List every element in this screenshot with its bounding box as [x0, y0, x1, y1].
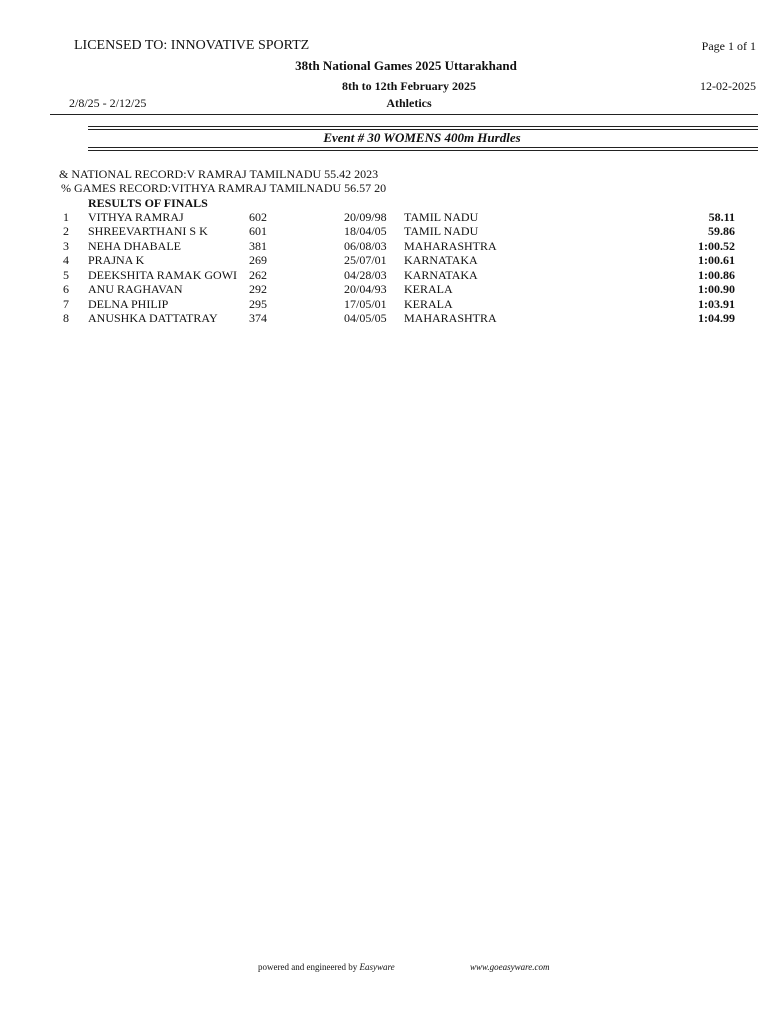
state: MAHARASHTRA	[404, 311, 497, 325]
athlete-name: VITHYA RAMRAJ	[88, 210, 184, 224]
date-of-birth: 20/09/98	[344, 210, 387, 224]
finish-time: 1:04.99	[698, 311, 735, 325]
footer-brand: Easyware	[359, 962, 395, 972]
athlete-name: DELNA PHILIP	[88, 297, 169, 311]
athlete-name: DEEKSHITA RAMAK GOWI	[88, 268, 238, 282]
page-number: Page 1 of 1	[701, 39, 756, 53]
event-divider-bottom-2	[88, 150, 758, 151]
bib-number: 381	[249, 239, 267, 253]
table-row	[0, 268, 768, 282]
bib-number: 292	[249, 282, 267, 296]
finish-time: 59.86	[708, 224, 735, 238]
finish-time: 1:03.91	[698, 297, 735, 311]
print-date: 12-02-2025	[700, 79, 756, 93]
event-divider-top-1	[88, 126, 758, 127]
date-of-birth: 17/05/01	[344, 297, 387, 311]
table-row	[0, 224, 768, 238]
finish-time: 1:00.90	[698, 282, 735, 296]
sport-name: Athletics	[386, 96, 432, 110]
date-of-birth: 25/07/01	[344, 253, 387, 267]
header-divider	[50, 114, 758, 115]
place: 4	[63, 253, 69, 267]
finish-time: 1:00.86	[698, 268, 735, 282]
finish-time: 1:00.52	[698, 239, 735, 253]
athlete-name: ANU RAGHAVAN	[88, 282, 183, 296]
date-range: 2/8/25 - 2/12/25	[69, 96, 147, 110]
place: 6	[63, 282, 69, 296]
state: MAHARASHTRA	[404, 239, 497, 253]
date-of-birth: 06/08/03	[344, 239, 387, 253]
bib-number: 269	[249, 253, 267, 267]
state: KARNATAKA	[404, 268, 478, 282]
footer-credit	[258, 962, 395, 972]
bib-number: 602	[249, 210, 267, 224]
event-divider-bottom-1	[88, 147, 758, 148]
table-row	[0, 253, 768, 267]
table-row	[0, 239, 768, 253]
footer-powered-text: powered and engineered by	[258, 962, 360, 972]
results-heading: RESULTS OF FINALS	[88, 196, 208, 210]
finish-time: 58.11	[708, 210, 735, 224]
place: 2	[63, 224, 69, 238]
state: KERALA	[404, 297, 453, 311]
place: 7	[63, 297, 69, 311]
meet-dates: 8th to 12th February 2025	[342, 79, 476, 93]
bib-number: 295	[249, 297, 267, 311]
bib-number: 601	[249, 224, 267, 238]
state: KERALA	[404, 282, 453, 296]
place: 1	[63, 210, 69, 224]
bib-number: 262	[249, 268, 267, 282]
table-row	[0, 297, 768, 311]
state: KARNATAKA	[404, 253, 478, 267]
place: 8	[63, 311, 69, 325]
national-record: & NATIONAL RECORD:V RAMRAJ TAMILNADU 55.42 2023	[59, 167, 379, 181]
athlete-name: ANUSHKA DATTATRAY	[88, 311, 218, 325]
footer-url: www.goeasyware.com	[470, 962, 550, 972]
date-of-birth: 18/04/05	[344, 224, 387, 238]
licensed-to: LICENSED TO: INNOVATIVE SPORTZ	[74, 38, 310, 53]
table-row	[0, 210, 768, 224]
athlete-name: NEHA DHABALE	[88, 239, 181, 253]
bib-number: 374	[249, 311, 267, 325]
date-of-birth: 04/05/05	[344, 311, 387, 325]
athlete-name: PRAJNA K	[88, 253, 145, 267]
finish-time: 1:00.61	[698, 253, 735, 267]
event-title: Event # 30 WOMENS 400m Hurdles	[323, 130, 521, 145]
place: 5	[63, 268, 69, 282]
games-record: % GAMES RECORD:VITHYA RAMRAJ TAMILNADU 56.57 20	[61, 181, 387, 195]
place: 3	[63, 239, 69, 253]
state: TAMIL NADU	[404, 224, 479, 238]
table-row	[0, 311, 768, 325]
table-row	[0, 282, 768, 296]
date-of-birth: 04/28/03	[344, 268, 387, 282]
date-of-birth: 20/04/93	[344, 282, 387, 296]
athlete-name: SHREEVARTHANI S K	[88, 224, 208, 238]
state: TAMIL NADU	[404, 210, 479, 224]
meet-title: 38th National Games 2025 Uttarakhand	[295, 58, 517, 73]
